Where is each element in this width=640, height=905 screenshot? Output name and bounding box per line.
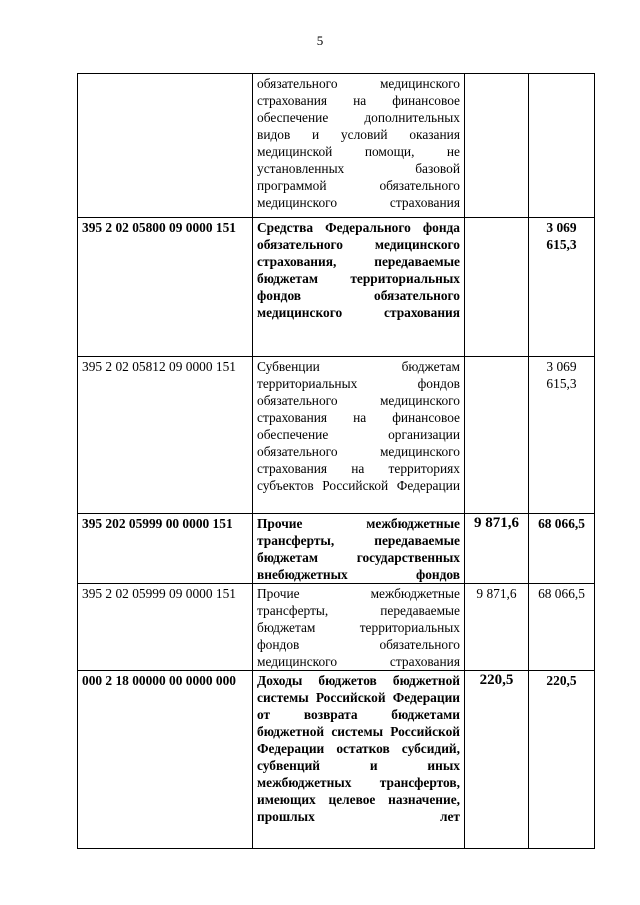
budget-code-cell: 000 2 18 00000 00 0000 000 — [78, 671, 253, 849]
revenue-name-cell: обязательного медицинского страхования на финансовое обеспечение дополнительных видов и условий оказания медицинской помощи, не установленных базовой программой обязательного медицинского страхования — [253, 74, 465, 218]
budget-code-cell: 395 2 02 05800 09 0000 151 — [78, 218, 253, 357]
revenue-name-cell: Прочие межбюджетные трансферты, передаваемые бюджетам государственных внебюджетных фондов — [253, 514, 465, 584]
table-row — [78, 584, 595, 671]
budget-revenue-table — [77, 73, 595, 849]
budget-code-cell: 395 2 02 05812 09 0000 151 — [78, 357, 253, 514]
revenue-name-cell: Субвенции бюджетам территориальных фондов обязательного медицинского страхования на финансовое обеспечение организации обязательного медицинского страхования на территориях субъектов Российской Федерации — [253, 357, 465, 514]
revenue-name-cell: Средства Федерального фонда обязательного медицинского страхования, передаваемые бюджетам территориальных фондов обязательного медицинского страхования — [253, 218, 465, 357]
amount-cell-1 — [465, 357, 529, 514]
page-number: 5 — [316, 33, 324, 48]
amount-cell-2: 68 066,5 — [529, 584, 595, 671]
amount-cell-2: 3 069 615,3 — [529, 218, 595, 357]
amount-cell-2 — [529, 74, 595, 218]
table-row — [78, 357, 595, 514]
amount-cell-2: 68 066,5 — [529, 514, 595, 584]
table-row — [78, 74, 595, 218]
amount-cell-1 — [465, 74, 529, 218]
amount-cell-1: 9 871,6 — [465, 514, 529, 584]
table-row — [78, 514, 595, 584]
revenue-name-cell: Прочие межбюджетные трансферты, передаваемые бюджетам территориальных фондов обязательного медицинского страхования — [253, 584, 465, 671]
budget-code-cell — [78, 74, 253, 218]
budget-code-cell: 395 202 05999 00 0000 151 — [78, 514, 253, 584]
table-row — [78, 671, 595, 849]
revenue-name-cell: Доходы бюджетов бюджетной системы Российской Федерации от возврата бюджетами бюджетной системы Российской Федерации остатков субсидий, субвенций и иных межбюджетных трансфертов, имеющих целевое назначение, прошлых лет — [253, 671, 465, 849]
amount-cell-2: 220,5 — [529, 671, 595, 849]
budget-code-cell: 395 2 02 05999 09 0000 151 — [78, 584, 253, 671]
amount-cell-1 — [465, 218, 529, 357]
amount-cell-1: 9 871,6 — [465, 584, 529, 671]
amount-cell-1: 220,5 — [465, 671, 529, 849]
amount-cell-2: 3 069 615,3 — [529, 357, 595, 514]
table-row — [78, 218, 595, 357]
